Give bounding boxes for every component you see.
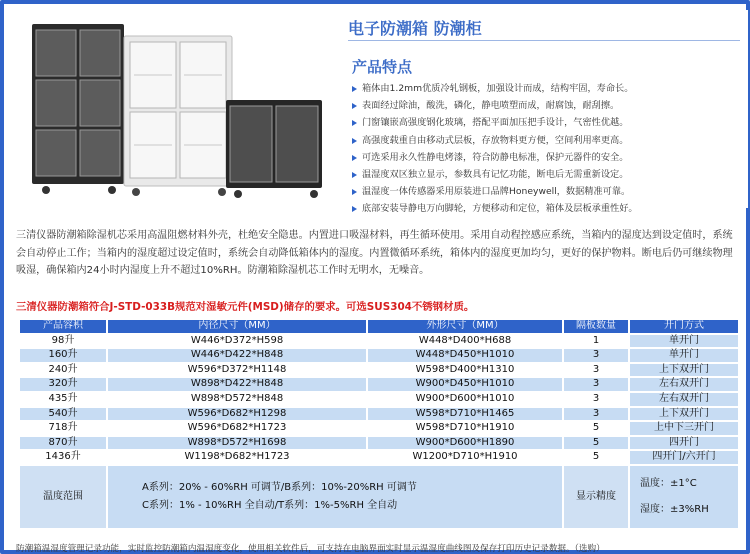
cell-door-type: 单开门	[630, 335, 738, 348]
cell-capacity: 240升	[20, 364, 106, 377]
range-line: C系列：1% - 10%RH 全自动/T系列：1%-5%RH 全自动	[142, 499, 398, 511]
table-row	[20, 364, 738, 377]
cell-door-type: 四开门	[630, 437, 738, 450]
cell-outer-size: W900*D450*H1010	[368, 378, 562, 391]
accuracy-humidity: 湿度：±3%RH	[640, 503, 709, 515]
cell-inner-size: W898*D422*H848	[108, 378, 366, 391]
features-list	[348, 80, 748, 218]
col-header-inner-size: 内径尺寸（MM）	[108, 320, 366, 333]
feature-item: 温湿度双区独立显示，参数具有记忆功能，断电后无需重新设定。	[348, 166, 748, 183]
cell-door-type: 左右双开门	[630, 378, 738, 391]
accuracy-values	[630, 466, 738, 528]
range-line: A系列：20% - 60%RH 可调节/B系列：10%-20%RH 可调节	[142, 481, 417, 493]
cell-inner-size: W446*D422*H848	[108, 349, 366, 362]
cell-capacity: 540升	[20, 408, 106, 421]
footer-note: 防潮箱温湿度管理记录功能，实时监控防潮箱内温湿度变化，使用相关软件后，可支持在电脑界面实时显示温湿度曲线图及保存打印历史记录数据。（选购）	[16, 544, 605, 554]
cell-outer-size: W598*D710*H1910	[368, 422, 562, 435]
cell-door-type: 上下双开门	[630, 364, 738, 377]
col-header-outer-size: 外形尺寸（MM）	[368, 320, 562, 333]
cell-shelf-count: 1	[564, 335, 628, 348]
title-divider	[348, 40, 740, 41]
table-row	[20, 378, 738, 391]
table-row	[20, 393, 738, 406]
cell-shelf-count: 3	[564, 393, 628, 406]
table-row	[20, 437, 738, 450]
compliance-note: 三清仪器防潮箱符合J-STD-033B规范对湿敏元件(MSD)储存的要求。可选SUS304不锈钢材质。	[16, 301, 475, 313]
cell-capacity: 718升	[20, 422, 106, 435]
feature-item: 表面经过除油，酸洗，磷化，静电喷塑而成，耐腐蚀，耐刮擦。	[348, 97, 748, 114]
page-title: 电子防潮箱 防潮柜	[348, 19, 482, 38]
col-header-capacity: 产品容积	[20, 320, 106, 333]
cell-shelf-count: 3	[564, 408, 628, 421]
cell-door-type: 左右双开门	[630, 393, 738, 406]
cell-inner-size: W898*D572*H1698	[108, 437, 366, 450]
cell-capacity: 435升	[20, 393, 106, 406]
range-values	[108, 466, 562, 528]
table-row	[20, 335, 738, 348]
cabinet-product-photo	[26, 20, 332, 202]
cell-capacity: 160升	[20, 349, 106, 362]
cell-door-type: 上中下三开门	[630, 422, 738, 435]
cell-shelf-count: 3	[564, 378, 628, 391]
col-header-door-type: 开门方式	[630, 320, 738, 333]
feature-item: 底部安装导静电万向脚轮，方便移动和定位，箱体及层板承重性好。	[348, 200, 748, 217]
cell-outer-size: W448*D400*H688	[368, 335, 562, 348]
spec-table	[18, 318, 740, 530]
accuracy-label: 显示精度	[564, 466, 628, 528]
cell-outer-size: W598*D400*H1310	[368, 364, 562, 377]
cell-shelf-count: 5	[564, 451, 628, 464]
cell-inner-size: W596*D372*H1148	[108, 364, 366, 377]
features-heading: 产品特点	[352, 58, 413, 76]
cell-capacity: 98升	[20, 335, 106, 348]
cell-shelf-count: 5	[564, 422, 628, 435]
product-header-panel	[10, 10, 748, 215]
table-row	[20, 349, 738, 362]
cell-outer-size: W1200*D710*H1910	[368, 451, 562, 464]
table-header-row	[20, 320, 738, 333]
range-row	[20, 466, 738, 528]
cell-inner-size: W446*D372*H598	[108, 335, 366, 348]
cell-inner-size: W596*D682*H1298	[108, 408, 366, 421]
cell-door-type: 四开门/六开门	[630, 451, 738, 464]
table-row	[20, 451, 738, 464]
feature-item: 可选采用永久性静电烤漆，符合防静电标准，保护元器件的安全。	[348, 149, 748, 166]
cell-outer-size: W900*D600*H1010	[368, 393, 562, 406]
cell-shelf-count: 5	[564, 437, 628, 450]
table-row	[20, 408, 738, 421]
table-row	[20, 422, 738, 435]
cell-outer-size: W448*D450*H1010	[368, 349, 562, 362]
feature-item: 门窗镶嵌高强度钢化玻璃，搭配平面加压把手设计，气密性优越。	[348, 114, 748, 131]
feature-item: 高强度载重自由移动式层板，存放物料更方便，空间利用率更高。	[348, 132, 748, 149]
cell-shelf-count: 3	[564, 364, 628, 377]
accuracy-temp: 温度：±1°C	[640, 477, 697, 489]
cell-inner-size: W596*D682*H1723	[108, 422, 366, 435]
cell-outer-size: W900*D600*H1890	[368, 437, 562, 450]
cell-shelf-count: 3	[564, 349, 628, 362]
cell-door-type: 上下双开门	[630, 408, 738, 421]
cell-inner-size: W898*D572*H848	[108, 393, 366, 406]
col-header-shelf-count: 隔板数量	[564, 320, 628, 333]
cell-capacity: 1436升	[20, 451, 106, 464]
cell-door-type: 单开门	[630, 349, 738, 362]
intro-paragraph: 三清仪器防潮箱除湿机芯采用高温阻燃材料外壳，杜绝安全隐患。内置进口吸湿材料，再生循环使用。采用自动程控感应系统，当箱内的湿度达到设定值时，系统会自动停止工作；当箱内的湿度超过设定值时，系统会自动降低箱体内的湿度。内置微循环系统，箱体内的湿度更加均匀，更好的保护物料。断电后仍可继续物理吸湿，确保箱内24小时内湿度上升不超过10%RH。防潮箱除湿机芯工作时无明水，无噪音。	[16, 230, 733, 277]
cell-capacity: 320升	[20, 378, 106, 391]
cell-inner-size: W1198*D682*H1723	[108, 451, 366, 464]
cell-capacity: 870升	[20, 437, 106, 450]
range-label: 温度范围	[20, 466, 106, 528]
cell-outer-size: W598*D710*H1465	[368, 408, 562, 421]
feature-item: 箱体由1.2mm优质冷轧钢板，加强设计而成，结构牢固，寿命长。	[348, 80, 748, 97]
feature-item: 温湿度一体传感器采用原装进口品牌Honeywell，数据精准可靠。	[348, 183, 748, 200]
